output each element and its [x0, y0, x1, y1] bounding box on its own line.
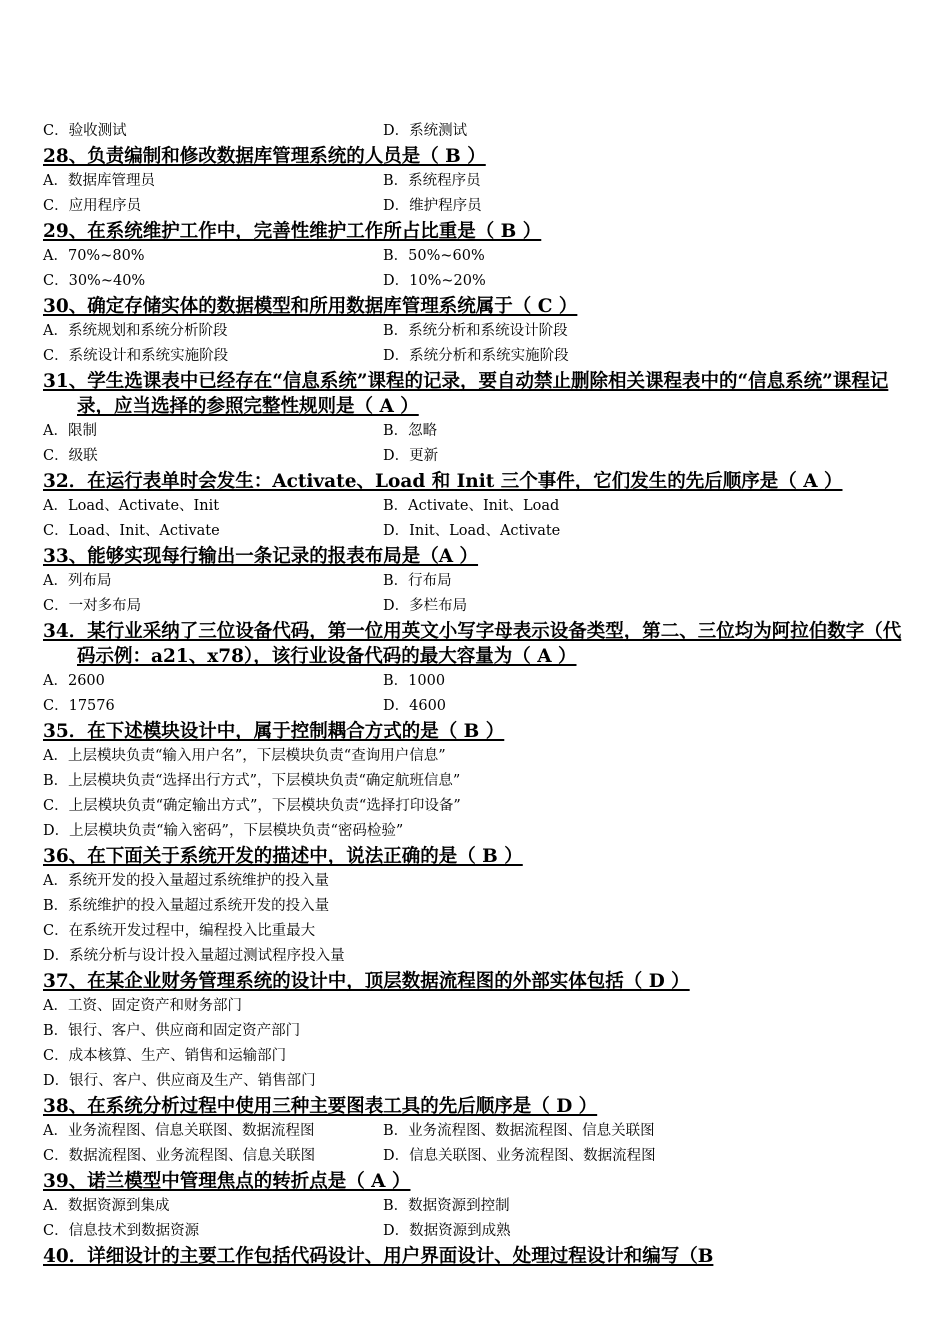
answer-option: D．信息关联图、业务流程图、数据流程图: [383, 1148, 656, 1164]
answer-option: A．数据资源到集成: [43, 1198, 170, 1214]
question-text: 40．详细设计的主要工作包括代码设计、用户界面设计、处理过程设计和编写（B: [43, 1246, 714, 1267]
answer-option: A．上层模块负责“输入用户名”，下层模块负责“查询用户信息”: [43, 748, 446, 764]
option-row: [43, 494, 905, 519]
option-row: [43, 194, 905, 219]
answer-option: C．上层模块负责“确定输出方式”，下层模块负责“选择打印设备”: [43, 798, 461, 814]
answer-option: C．成本核算、生产、销售和运输部门: [43, 1048, 287, 1064]
question-text: 30、确定存储实体的数据模型和所用数据库管理系统属于（ C ）: [43, 296, 578, 317]
question-text: 28、负责编制和修改数据库管理系统的人员是（ B ）: [43, 146, 486, 167]
option-row: [43, 819, 905, 844]
answer-option: B．1000: [383, 673, 446, 689]
answer-option: D．4600: [383, 698, 447, 714]
option-row: [43, 569, 905, 594]
answer-option: C．系统设计和系统实施阶段: [43, 348, 229, 364]
answer-option: B．行布局: [383, 573, 452, 589]
option-row: [43, 894, 905, 919]
option-row: [43, 1044, 905, 1069]
question-text: 33、能够实现每行输出一条记录的报表布局是（A ）: [43, 546, 479, 567]
answer-option: B．忽略: [383, 423, 438, 439]
answer-option: B．数据资源到控制: [383, 1198, 510, 1214]
question-text: 35．在下述模块设计中，属于控制耦合方式的是（ B ）: [43, 721, 505, 742]
answer-option: C．验收测试: [43, 123, 127, 139]
answer-option: A．系统规划和系统分析阶段: [43, 323, 228, 339]
answer-option: A．70%~80%: [43, 248, 145, 264]
answer-option: A．限制: [43, 423, 97, 439]
option-row: [43, 1144, 905, 1169]
option-row: [43, 519, 905, 544]
answer-option: C．级联: [43, 448, 98, 464]
option-row: [43, 694, 905, 719]
answer-option: A．Load、Activate、Init: [43, 498, 220, 514]
answer-option: A．工资、固定资产和财务部门: [43, 998, 242, 1014]
answer-option: B．系统分析和系统设计阶段: [383, 323, 568, 339]
document-page: [43, 119, 905, 1269]
option-row: [43, 919, 905, 944]
option-row: [43, 119, 905, 144]
question-text: 34．某行业采纳了三位设备代码，第一位用英文小写字母表示设备类型，第二、三位均为阿拉伯数字（代码示例：a21、x78），该行业设备代码的最大容量为（ A ）: [43, 621, 902, 667]
question-text: 39、诺兰模型中管理焦点的转折点是（ A ）: [43, 1171, 411, 1192]
answer-option: C．30%~40%: [43, 273, 146, 289]
answer-option: C．一对多布局: [43, 598, 142, 614]
option-row: [43, 169, 905, 194]
answer-option: D．10%~20%: [383, 273, 486, 289]
answer-option: D．系统分析与设计投入量超过测试程序投入量: [43, 948, 345, 964]
answer-option: B．Activate、Init、Load: [383, 498, 560, 514]
answer-option: A．系统开发的投入量超过系统维护的投入量: [43, 873, 329, 889]
answer-option: A．2600: [43, 673, 105, 689]
question-text: 37、在某企业财务管理系统的设计中，顶层数据流程图的外部实体包括（ D ）: [43, 971, 690, 992]
answer-option: A．数据库管理员: [43, 173, 155, 189]
option-row: [43, 744, 905, 769]
question-text: 36、在下面关于系统开发的描述中，说法正确的是（ B ）: [43, 846, 523, 867]
answer-option: B．系统维护的投入量超过系统开发的投入量: [43, 898, 330, 914]
answer-option: C．在系统开发过程中，编程投入比重最大: [43, 923, 316, 939]
answer-option: D．Init、Load、Activate: [383, 523, 561, 539]
answer-option: D．数据资源到成熟: [383, 1223, 511, 1239]
option-row: [43, 244, 905, 269]
answer-option: D．多栏布局: [383, 598, 468, 614]
option-row: [43, 869, 905, 894]
question-text: 29、在系统维护工作中，完善性维护工作所占比重是（ B ）: [43, 221, 542, 242]
option-row: [43, 444, 905, 469]
answer-option: C．信息技术到数据资源: [43, 1223, 200, 1239]
answer-option: B．上层模块负责“选择出行方式”，下层模块负责“确定航班信息”: [43, 773, 461, 789]
option-row: [43, 594, 905, 619]
answer-option: B．业务流程图、数据流程图、信息关联图: [383, 1123, 655, 1139]
answer-option: D．上层模块负责“输入密码”，下层模块负责“密码检验”: [43, 823, 404, 839]
option-row: [43, 344, 905, 369]
answer-option: B．系统程序员: [383, 173, 481, 189]
option-row: [43, 1019, 905, 1044]
answer-option: B．50%~60%: [383, 248, 485, 264]
option-row: [43, 994, 905, 1019]
option-row: [43, 794, 905, 819]
answer-option: C．17576: [43, 698, 115, 714]
question-text: 31、学生选课表中已经存在“信息系统”课程的记录，要自动禁止删除相关课程表中的“信息系统”课程记录，应当选择的参照完整性规则是（ A ）: [43, 371, 889, 417]
option-row: [43, 769, 905, 794]
option-row: [43, 419, 905, 444]
option-row: [43, 1194, 905, 1219]
option-row: [43, 1069, 905, 1094]
answer-option: C．应用程序员: [43, 198, 142, 214]
answer-option: A．列布局: [43, 573, 112, 589]
answer-option: D．系统分析和系统实施阶段: [383, 348, 569, 364]
option-row: [43, 1119, 905, 1144]
question-text: 38、在系统分析过程中使用三种主要图表工具的先后顺序是（ D ）: [43, 1096, 598, 1117]
answer-option: C．数据流程图、业务流程图、信息关联图: [43, 1148, 316, 1164]
answer-option: D．维护程序员: [383, 198, 482, 214]
question-text: 32．在运行表单时会发生：Activate、Load 和 Init 三个事件，它们发生的先后顺序是（ A ）: [43, 471, 843, 492]
option-row: [43, 944, 905, 969]
answer-option: A．业务流程图、信息关联图、数据流程图: [43, 1123, 315, 1139]
answer-option: C．Load、Init、Activate: [43, 523, 220, 539]
answer-option: D．银行、客户、供应商及生产、销售部门: [43, 1073, 316, 1089]
option-row: [43, 669, 905, 694]
option-row: [43, 1219, 905, 1244]
answer-option: D．更新: [383, 448, 439, 464]
answer-option: B．银行、客户、供应商和固定资产部门: [43, 1023, 301, 1039]
option-row: [43, 319, 905, 344]
answer-option: D．系统测试: [383, 123, 468, 139]
option-row: [43, 269, 905, 294]
